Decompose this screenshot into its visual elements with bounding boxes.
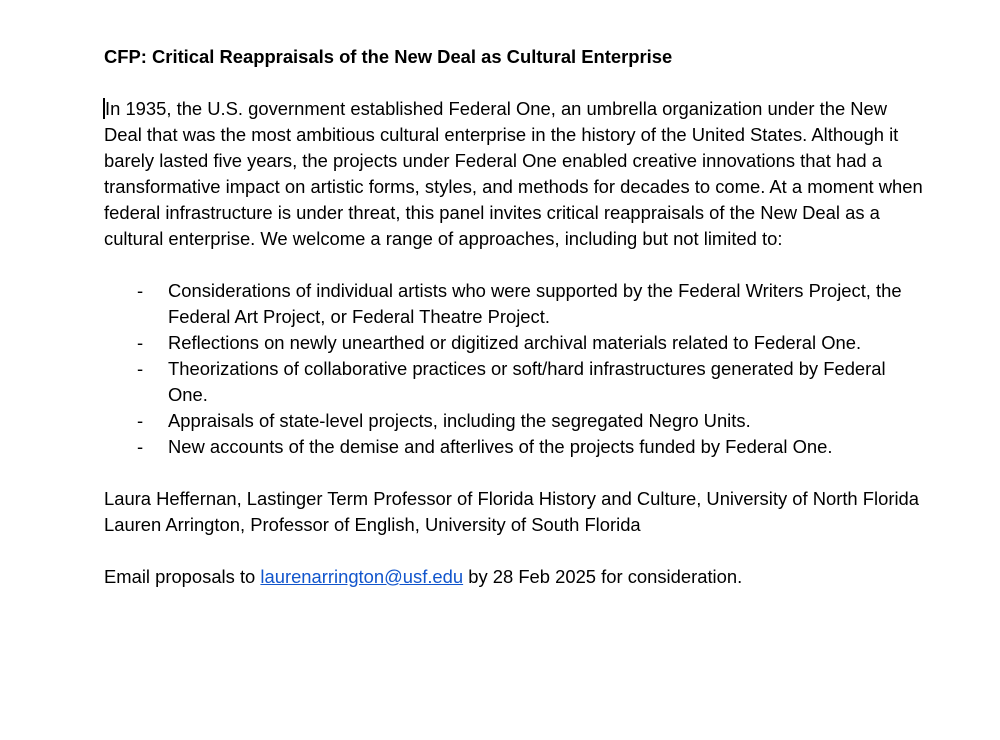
list-item <box>104 408 924 434</box>
list-item <box>104 356 924 408</box>
email-link[interactable]: laurenarrington@usf.edu <box>260 566 464 587</box>
intro-text: In 1935, the U.S. government established Federal One, an umbrella organization under the New Deal that was the most ambitious cultural enterprise in the history of the United States. Although it barely lasted five years, the projects under Federal One enabled creative innovations that had a transformative impact on artistic forms, styles, and methods for decades to come. At a moment when federal infrastructure is under threat, this panel invites critical reappraisals of the New Deal as a cultural enterprise. We welcome a range of approaches, including but not limited to: <box>104 98 923 249</box>
submission-instructions <box>104 564 924 590</box>
organizers-block <box>104 486 924 538</box>
list-item-text: New accounts of the demise and afterlives of the projects funded by Federal One. <box>168 436 833 457</box>
intro-paragraph[interactable] <box>104 96 924 252</box>
bullet-dash-icon: - <box>137 332 144 353</box>
bullet-dash-icon: - <box>137 410 144 431</box>
list-item <box>104 330 924 356</box>
email-suffix: by 28 Feb 2025 for consideration. <box>463 566 743 587</box>
email-prefix: Email proposals to <box>104 566 261 587</box>
bullet-dash-icon: - <box>137 436 144 457</box>
list-item <box>104 434 924 460</box>
topics-list <box>104 278 924 460</box>
list-item-text: Appraisals of state-level projects, including the segregated Negro Units. <box>168 410 751 431</box>
bullet-dash-icon: - <box>137 358 144 379</box>
list-item <box>104 278 924 330</box>
organizer-1: Laura Heffernan, Lastinger Term Professor of Florida History and Culture, University of North Florida <box>104 488 919 509</box>
list-item-text: Theorizations of collaborative practices or soft/hard infrastructures generated by Federal One. <box>168 358 886 405</box>
organizer-2: Lauren Arrington, Professor of English, University of South Florida <box>104 514 641 535</box>
list-item-text: Reflections on newly unearthed or digitized archival materials related to Federal One. <box>168 332 862 353</box>
list-item-text: Considerations of individual artists who were supported by the Federal Writers Project, the Federal Art Project, or Federal Theatre Project. <box>168 280 902 327</box>
document-title: CFP: Critical Reappraisals of the New Deal as Cultural Enterprise <box>104 46 673 67</box>
bullet-dash-icon: - <box>137 280 144 301</box>
document-page[interactable] <box>104 44 924 590</box>
